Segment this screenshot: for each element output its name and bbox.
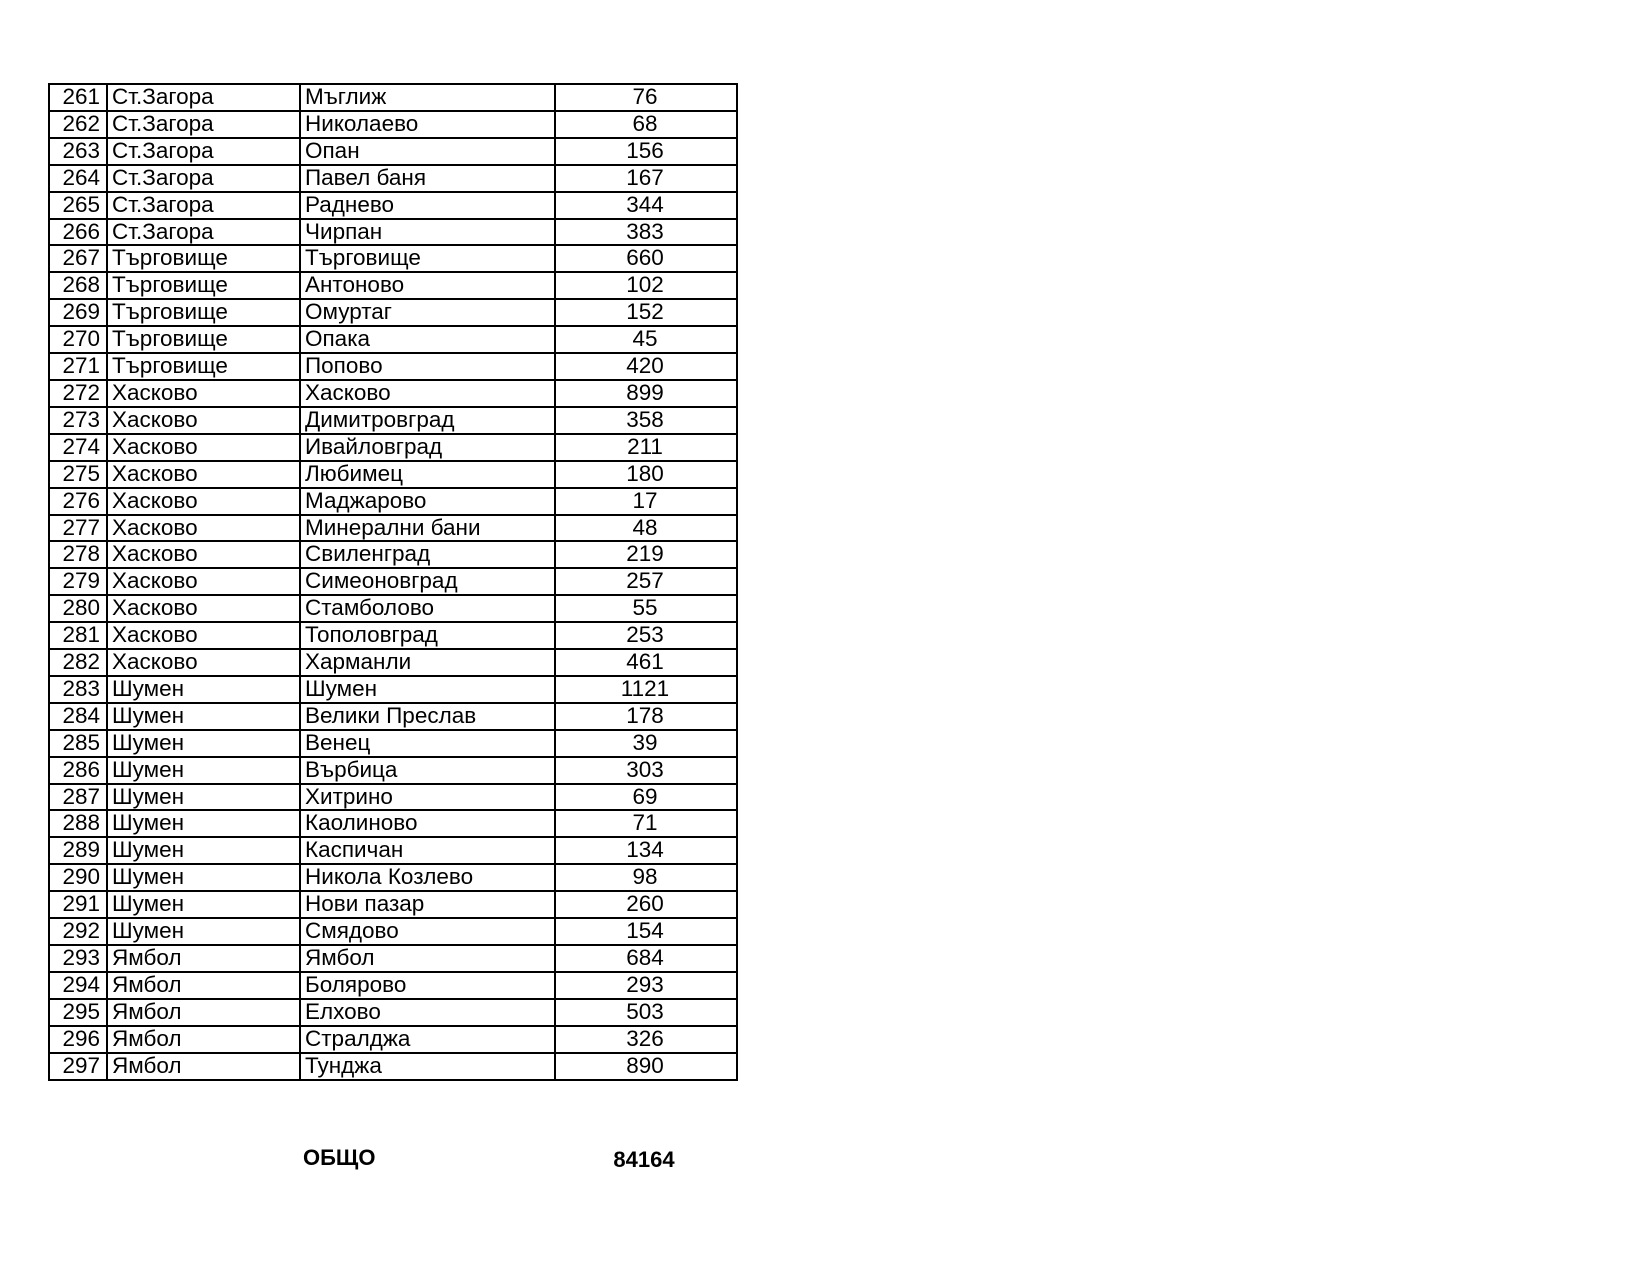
data-table	[48, 83, 738, 1081]
table-row	[49, 1053, 737, 1080]
value-cell: 1121	[555, 676, 737, 703]
municipality-cell: Каолиново	[300, 810, 555, 837]
value-cell: 211	[555, 434, 737, 461]
value-cell: 134	[555, 837, 737, 864]
municipality-cell: Нови пазар	[300, 891, 555, 918]
table-row	[49, 353, 737, 380]
value-cell: 660	[555, 245, 737, 272]
municipality-cell: Харманли	[300, 649, 555, 676]
value-cell: 890	[555, 1053, 737, 1080]
row-number-cell: 277	[49, 515, 107, 542]
table-row	[49, 891, 737, 918]
value-cell: 167	[555, 165, 737, 192]
table-row	[49, 837, 737, 864]
region-cell: Шумен	[107, 757, 300, 784]
region-cell: Хасково	[107, 380, 300, 407]
region-cell: Хасково	[107, 649, 300, 676]
region-cell: Ямбол	[107, 1026, 300, 1053]
row-number-cell: 296	[49, 1026, 107, 1053]
value-cell: 102	[555, 272, 737, 299]
region-cell: Ямбол	[107, 1053, 300, 1080]
municipality-cell: Опан	[300, 138, 555, 165]
row-number-cell: 297	[49, 1053, 107, 1080]
municipality-cell: Смядово	[300, 918, 555, 945]
value-cell: 899	[555, 380, 737, 407]
municipality-cell: Върбица	[300, 757, 555, 784]
value-cell: 420	[555, 353, 737, 380]
municipality-cell: Шумен	[300, 676, 555, 703]
row-number-cell: 280	[49, 595, 107, 622]
region-cell: Шумен	[107, 784, 300, 811]
row-number-cell: 264	[49, 165, 107, 192]
table-row	[49, 649, 737, 676]
region-cell: Шумен	[107, 810, 300, 837]
region-cell: Ямбол	[107, 972, 300, 999]
table-row	[49, 219, 737, 246]
region-cell: Търговище	[107, 326, 300, 353]
table-row	[49, 84, 737, 111]
row-number-cell: 263	[49, 138, 107, 165]
table-row	[49, 488, 737, 515]
municipality-cell: Минерални бани	[300, 515, 555, 542]
table-row	[49, 138, 737, 165]
row-number-cell: 273	[49, 407, 107, 434]
row-number-cell: 269	[49, 299, 107, 326]
total-label: ОБЩО	[303, 1145, 376, 1170]
municipality-cell: Венец	[300, 730, 555, 757]
row-number-cell: 282	[49, 649, 107, 676]
value-cell: 98	[555, 864, 737, 891]
row-number-cell: 289	[49, 837, 107, 864]
row-number-cell: 288	[49, 810, 107, 837]
value-cell: 383	[555, 219, 737, 246]
region-cell: Шумен	[107, 891, 300, 918]
table-row	[49, 1026, 737, 1053]
row-number-cell: 283	[49, 676, 107, 703]
value-cell: 503	[555, 999, 737, 1026]
row-number-cell: 275	[49, 461, 107, 488]
table-row	[49, 434, 737, 461]
municipality-cell: Чирпан	[300, 219, 555, 246]
value-cell: 39	[555, 730, 737, 757]
value-cell: 154	[555, 918, 737, 945]
row-number-cell: 279	[49, 568, 107, 595]
value-cell: 303	[555, 757, 737, 784]
table-row	[49, 703, 737, 730]
row-number-cell: 274	[49, 434, 107, 461]
municipality-cell: Ямбол	[300, 945, 555, 972]
region-cell: Шумен	[107, 837, 300, 864]
table-row	[49, 676, 737, 703]
value-cell: 69	[555, 784, 737, 811]
region-cell: Хасково	[107, 595, 300, 622]
municipality-cell: Маджарово	[300, 488, 555, 515]
municipality-cell: Хасково	[300, 380, 555, 407]
row-number-cell: 295	[49, 999, 107, 1026]
row-number-cell: 291	[49, 891, 107, 918]
region-cell: Шумен	[107, 730, 300, 757]
region-cell: Търговище	[107, 353, 300, 380]
row-number-cell: 262	[49, 111, 107, 138]
row-number-cell: 278	[49, 541, 107, 568]
region-cell: Ст.Загора	[107, 219, 300, 246]
row-number-cell: 281	[49, 622, 107, 649]
table-row	[49, 730, 737, 757]
municipality-cell: Болярово	[300, 972, 555, 999]
table-row	[49, 945, 737, 972]
value-cell: 71	[555, 810, 737, 837]
value-cell: 17	[555, 488, 737, 515]
row-number-cell: 287	[49, 784, 107, 811]
municipality-cell: Опака	[300, 326, 555, 353]
table-row	[49, 622, 737, 649]
row-number-cell: 267	[49, 245, 107, 272]
row-number-cell: 271	[49, 353, 107, 380]
municipality-cell: Тополовград	[300, 622, 555, 649]
municipality-cell: Николаево	[300, 111, 555, 138]
region-cell: Търговище	[107, 245, 300, 272]
table-row	[49, 568, 737, 595]
municipality-cell: Хитрино	[300, 784, 555, 811]
region-cell: Ст.Загора	[107, 138, 300, 165]
municipality-cell: Попово	[300, 353, 555, 380]
value-cell: 344	[555, 192, 737, 219]
region-cell: Ст.Загора	[107, 111, 300, 138]
value-cell: 257	[555, 568, 737, 595]
region-cell: Шумен	[107, 864, 300, 891]
table-row	[49, 192, 737, 219]
table-row	[49, 810, 737, 837]
value-cell: 253	[555, 622, 737, 649]
municipality-cell: Любимец	[300, 461, 555, 488]
table-row	[49, 541, 737, 568]
municipality-cell: Раднево	[300, 192, 555, 219]
table-row	[49, 165, 737, 192]
row-number-cell: 266	[49, 219, 107, 246]
region-cell: Хасково	[107, 568, 300, 595]
row-number-cell: 285	[49, 730, 107, 757]
municipality-cell: Ивайловград	[300, 434, 555, 461]
municipality-cell: Омуртаг	[300, 299, 555, 326]
value-cell: 180	[555, 461, 737, 488]
region-cell: Хасково	[107, 541, 300, 568]
region-cell: Хасково	[107, 461, 300, 488]
value-cell: 156	[555, 138, 737, 165]
value-cell: 219	[555, 541, 737, 568]
total-value: 84164	[613, 1147, 675, 1172]
table-row	[49, 326, 737, 353]
municipality-cell: Стралджа	[300, 1026, 555, 1053]
table-row	[49, 515, 737, 542]
row-number-cell: 276	[49, 488, 107, 515]
region-cell: Търговище	[107, 299, 300, 326]
region-cell: Хасково	[107, 622, 300, 649]
table-row	[49, 918, 737, 945]
region-cell: Шумен	[107, 703, 300, 730]
value-cell: 293	[555, 972, 737, 999]
row-number-cell: 286	[49, 757, 107, 784]
region-cell: Шумен	[107, 918, 300, 945]
table-row	[49, 245, 737, 272]
municipality-cell: Мъглиж	[300, 84, 555, 111]
row-number-cell: 270	[49, 326, 107, 353]
table-row	[49, 461, 737, 488]
value-cell: 76	[555, 84, 737, 111]
region-cell: Хасково	[107, 488, 300, 515]
region-cell: Ямбол	[107, 999, 300, 1026]
row-number-cell: 290	[49, 864, 107, 891]
region-cell: Ст.Загора	[107, 165, 300, 192]
row-number-cell: 284	[49, 703, 107, 730]
municipality-cell: Димитровград	[300, 407, 555, 434]
row-number-cell: 292	[49, 918, 107, 945]
table-row	[49, 299, 737, 326]
table-row	[49, 864, 737, 891]
table-row	[49, 595, 737, 622]
value-cell: 68	[555, 111, 737, 138]
value-cell: 152	[555, 299, 737, 326]
region-cell: Ямбол	[107, 945, 300, 972]
municipality-cell: Търговище	[300, 245, 555, 272]
region-cell: Шумен	[107, 676, 300, 703]
row-number-cell: 272	[49, 380, 107, 407]
municipality-cell: Каспичан	[300, 837, 555, 864]
municipality-cell: Симеоновград	[300, 568, 555, 595]
value-cell: 55	[555, 595, 737, 622]
municipality-cell: Стамболово	[300, 595, 555, 622]
value-cell: 326	[555, 1026, 737, 1053]
value-cell: 684	[555, 945, 737, 972]
region-cell: Ст.Загора	[107, 84, 300, 111]
municipality-cell: Свиленград	[300, 541, 555, 568]
region-cell: Хасково	[107, 434, 300, 461]
value-cell: 358	[555, 407, 737, 434]
row-number-cell: 294	[49, 972, 107, 999]
region-cell: Ст.Загора	[107, 192, 300, 219]
table-row	[49, 407, 737, 434]
row-number-cell: 265	[49, 192, 107, 219]
table-row	[49, 111, 737, 138]
table-row	[49, 272, 737, 299]
table-row	[49, 999, 737, 1026]
value-cell: 45	[555, 326, 737, 353]
table-row	[49, 784, 737, 811]
row-number-cell: 261	[49, 84, 107, 111]
table-row	[49, 380, 737, 407]
value-cell: 178	[555, 703, 737, 730]
region-cell: Търговище	[107, 272, 300, 299]
value-cell: 260	[555, 891, 737, 918]
table-row	[49, 972, 737, 999]
row-number-cell: 268	[49, 272, 107, 299]
region-cell: Хасково	[107, 515, 300, 542]
region-cell: Хасково	[107, 407, 300, 434]
value-cell: 461	[555, 649, 737, 676]
value-cell: 48	[555, 515, 737, 542]
municipality-cell: Тунджа	[300, 1053, 555, 1080]
municipality-cell: Елхово	[300, 999, 555, 1026]
table-row	[49, 757, 737, 784]
municipality-cell: Велики Преслав	[300, 703, 555, 730]
row-number-cell: 293	[49, 945, 107, 972]
table-body	[49, 84, 737, 1080]
municipality-cell: Павел баня	[300, 165, 555, 192]
municipality-cell: Никола Козлево	[300, 864, 555, 891]
municipality-cell: Антоново	[300, 272, 555, 299]
